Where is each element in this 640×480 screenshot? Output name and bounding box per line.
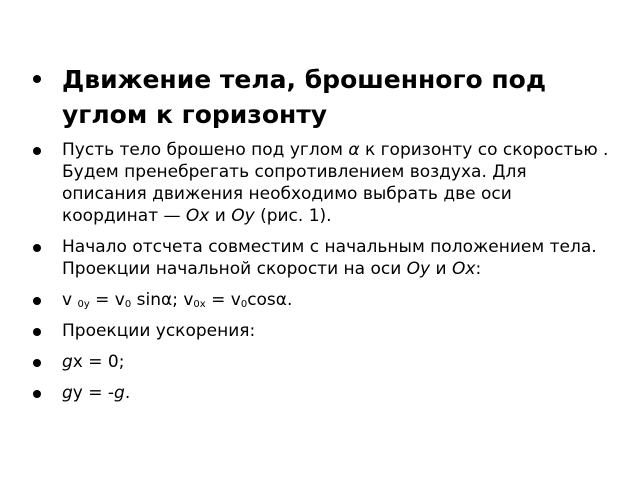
subscript-0: 0 [124,299,132,310]
bullet-icon [33,147,41,155]
formula-cos: cosα. [247,290,293,310]
subscript-0: 0 [240,299,248,310]
subscript-0y: 0y [77,299,90,310]
bullet-icon [33,244,41,252]
formula-v: v [62,290,73,310]
intro-and: и [209,206,232,226]
intro-text-1: Пусть тело брошено под углом [62,140,349,160]
slide-heading [30,62,610,132]
bullet-item-acceleration [30,320,610,342]
axis-oy-label: Oy [406,259,431,279]
formula-sin: sinα; v [131,290,194,310]
axis-ox-label: Ox [451,259,476,279]
bullet-item-intro [30,139,610,227]
origin-colon: : [475,259,482,279]
gy-mid: y = - [72,383,115,403]
alpha-symbol: α [348,140,360,160]
bullet-item-velocity-formula [30,289,610,311]
subscript-0x: 0x [193,299,206,310]
heading-text: Движение тела, брошенного под углом к горизонту [62,65,547,129]
bullet-icon [33,75,41,83]
g-symbol: g [62,383,73,403]
g-symbol: g [62,352,73,372]
bullet-icon [33,297,41,305]
bullet-item-gy [30,382,610,404]
bullet-icon [33,328,41,336]
gy-end: . [124,383,131,403]
intro-text-2: к горизонту со скоростью . Будем пренебрегать сопротивлением воздуха. Для описания движения необходимо выбрать две оси координат — [62,140,609,226]
bullet-item-origin [30,236,610,280]
bullet-item-gx [30,351,610,373]
bullet-icon [33,390,41,398]
acceleration-text: Проекции ускорения: [62,321,256,341]
origin-text: Начало отсчета совместим с начальным положением тела. Проекции начальной скорости на оси [62,237,597,279]
formula-eq1: = v [89,290,125,310]
intro-text-3: (рис. 1). [254,206,332,226]
axis-oy-label: Oy [231,206,255,226]
formula-eq2: = v [205,290,241,310]
bullet-icon [33,359,41,367]
axis-ox-label: Ox [185,206,210,226]
gx-rest: x = 0; [72,352,125,372]
g-symbol: g [114,383,125,403]
origin-and: и [430,259,452,279]
bullet-list [30,62,610,413]
